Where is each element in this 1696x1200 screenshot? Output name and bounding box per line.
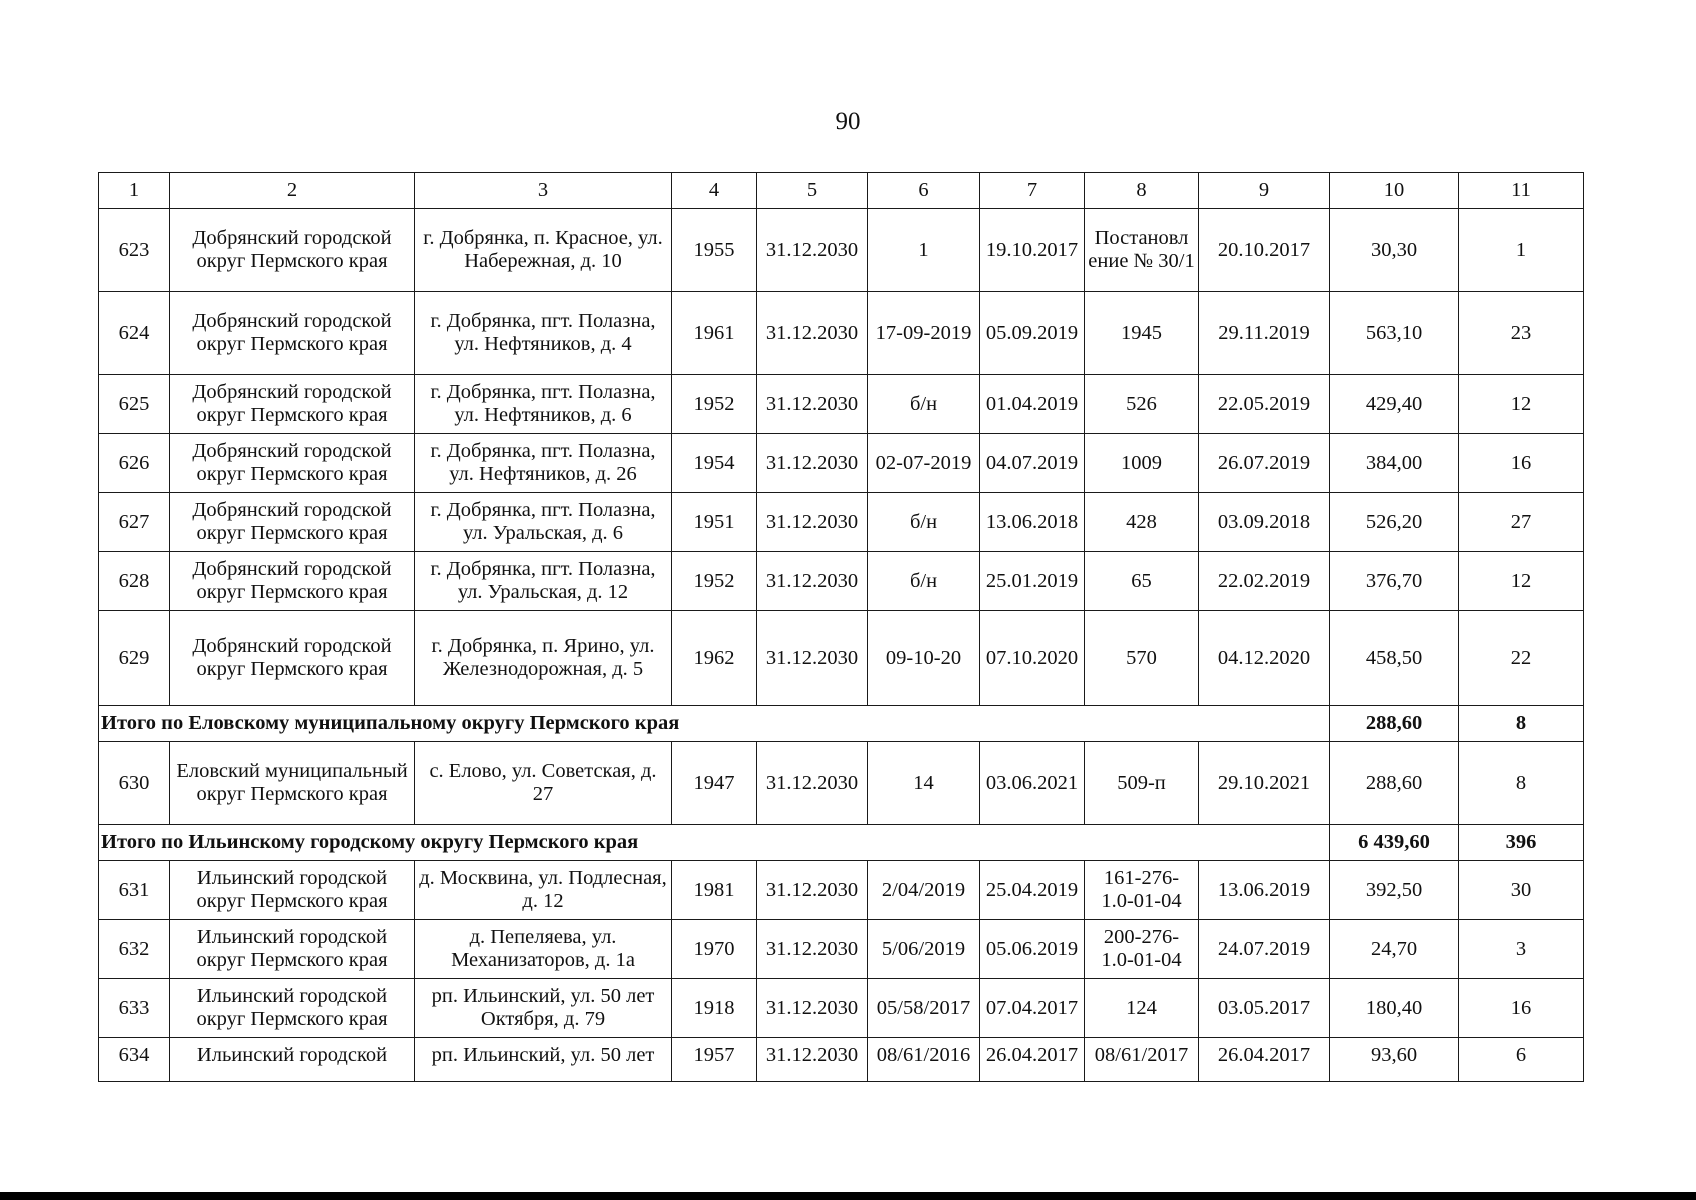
row-number-cell: 632	[99, 920, 170, 979]
act-date-cell: 26.07.2019	[1199, 434, 1330, 493]
act-number-cell: 428	[1085, 493, 1199, 552]
column-number: 9	[1199, 173, 1330, 209]
year-built-cell: 1970	[672, 920, 757, 979]
document-number-cell: 2/04/2019	[868, 861, 980, 920]
column-number: 6	[868, 173, 980, 209]
area-cell: 526,20	[1330, 493, 1459, 552]
address-cell: г. Добрянка, пгт. Полазна, ул. Нефтяников, д. 6	[415, 375, 672, 434]
row-number-cell: 629	[99, 611, 170, 706]
act-number-cell: 161-276-1.0-01-04	[1085, 861, 1199, 920]
act-number-cell: 570	[1085, 611, 1199, 706]
document-date-cell: 19.10.2017	[980, 209, 1085, 292]
document-number-cell: 1	[868, 209, 980, 292]
subtotal-count: 8	[1459, 706, 1584, 742]
address-cell: рп. Ильинский, ул. 50 лет	[415, 1038, 672, 1082]
planned-date-cell: 31.12.2030	[757, 1038, 868, 1082]
planned-date-cell: 31.12.2030	[757, 920, 868, 979]
planned-date-cell: 31.12.2030	[757, 979, 868, 1038]
address-cell: г. Добрянка, пгт. Полазна, ул. Нефтяников, д. 26	[415, 434, 672, 493]
table-row	[99, 292, 1584, 375]
act-number-cell: 526	[1085, 375, 1199, 434]
area-cell: 563,10	[1330, 292, 1459, 375]
act-date-cell: 22.05.2019	[1199, 375, 1330, 434]
document-date-cell: 05.06.2019	[980, 920, 1085, 979]
planned-date-cell: 31.12.2030	[757, 434, 868, 493]
planned-date-cell: 31.12.2030	[757, 375, 868, 434]
table-row	[99, 742, 1584, 825]
municipality-cell: Ильинский городской округ Пермского края	[170, 979, 415, 1038]
row-number-cell: 624	[99, 292, 170, 375]
document-date-cell: 05.09.2019	[980, 292, 1085, 375]
document-date-cell: 25.04.2019	[980, 861, 1085, 920]
area-cell: 384,00	[1330, 434, 1459, 493]
column-number: 5	[757, 173, 868, 209]
address-cell: д. Пепеляева, ул. Механизаторов, д. 1а	[415, 920, 672, 979]
scan-edge	[0, 1192, 1696, 1200]
table-row	[99, 209, 1584, 292]
document-number-cell: 05/58/2017	[868, 979, 980, 1038]
document-number-cell: б/н	[868, 375, 980, 434]
document-number-cell: 02-07-2019	[868, 434, 980, 493]
document-date-cell: 04.07.2019	[980, 434, 1085, 493]
planned-date-cell: 31.12.2030	[757, 611, 868, 706]
residents-cell: 12	[1459, 552, 1584, 611]
column-number: 1	[99, 173, 170, 209]
act-date-cell: 22.02.2019	[1199, 552, 1330, 611]
planned-date-cell: 31.12.2030	[757, 742, 868, 825]
row-number-cell: 626	[99, 434, 170, 493]
municipality-cell: Ильинский городской	[170, 1038, 415, 1082]
act-date-cell: 13.06.2019	[1199, 861, 1330, 920]
table-row	[99, 611, 1584, 706]
document-date-cell: 13.06.2018	[980, 493, 1085, 552]
address-cell: рп. Ильинский, ул. 50 лет Октября, д. 79	[415, 979, 672, 1038]
act-date-cell: 20.10.2017	[1199, 209, 1330, 292]
subtotal-area: 6 439,60	[1330, 825, 1459, 861]
residents-cell: 6	[1459, 1038, 1584, 1082]
document-number-cell: б/н	[868, 552, 980, 611]
row-number-cell: 625	[99, 375, 170, 434]
column-number: 3	[415, 173, 672, 209]
document-number-cell: 09-10-20	[868, 611, 980, 706]
area-cell: 180,40	[1330, 979, 1459, 1038]
year-built-cell: 1952	[672, 375, 757, 434]
municipality-cell: Ильинский городской округ Пермского края	[170, 920, 415, 979]
page-number: 90	[835, 108, 861, 135]
row-number-cell: 633	[99, 979, 170, 1038]
document-number-cell: б/н	[868, 493, 980, 552]
document-date-cell: 25.01.2019	[980, 552, 1085, 611]
area-cell: 458,50	[1330, 611, 1459, 706]
area-cell: 93,60	[1330, 1038, 1459, 1082]
act-date-cell: 29.10.2021	[1199, 742, 1330, 825]
document-date-cell: 07.04.2017	[980, 979, 1085, 1038]
residents-cell: 27	[1459, 493, 1584, 552]
year-built-cell: 1954	[672, 434, 757, 493]
act-number-cell: 08/61/2017	[1085, 1038, 1199, 1082]
address-cell: г. Добрянка, п. Ярино, ул. Железнодорожная, д. 5	[415, 611, 672, 706]
year-built-cell: 1957	[672, 1038, 757, 1082]
table-row	[99, 861, 1584, 920]
document-date-cell: 26.04.2017	[980, 1038, 1085, 1082]
act-date-cell: 29.11.2019	[1199, 292, 1330, 375]
act-number-cell: 509-п	[1085, 742, 1199, 825]
table-row	[99, 920, 1584, 979]
address-cell: г. Добрянка, п. Красное, ул. Набережная, д. 10	[415, 209, 672, 292]
year-built-cell: 1951	[672, 493, 757, 552]
area-cell: 288,60	[1330, 742, 1459, 825]
municipality-cell: Добрянский городской округ Пермского края	[170, 375, 415, 434]
act-date-cell: 24.07.2019	[1199, 920, 1330, 979]
residents-cell: 3	[1459, 920, 1584, 979]
year-built-cell: 1961	[672, 292, 757, 375]
municipality-cell: Добрянский городской округ Пермского края	[170, 434, 415, 493]
row-number-cell: 630	[99, 742, 170, 825]
residents-cell: 8	[1459, 742, 1584, 825]
act-date-cell: 03.09.2018	[1199, 493, 1330, 552]
address-cell: г. Добрянка, пгт. Полазна, ул. Нефтяников, д. 4	[415, 292, 672, 375]
column-number: 8	[1085, 173, 1199, 209]
year-built-cell: 1962	[672, 611, 757, 706]
residents-cell: 22	[1459, 611, 1584, 706]
table-row	[99, 375, 1584, 434]
municipality-cell: Добрянский городской округ Пермского края	[170, 611, 415, 706]
act-date-cell: 04.12.2020	[1199, 611, 1330, 706]
subtotal-row	[99, 825, 1584, 861]
address-cell: г. Добрянка, пгт. Полазна, ул. Уральская, д. 6	[415, 493, 672, 552]
act-date-cell: 26.04.2017	[1199, 1038, 1330, 1082]
year-built-cell: 1918	[672, 979, 757, 1038]
table-row	[99, 493, 1584, 552]
address-cell: г. Добрянка, пгт. Полазна, ул. Уральская, д. 12	[415, 552, 672, 611]
document-date-cell: 07.10.2020	[980, 611, 1085, 706]
area-cell: 392,50	[1330, 861, 1459, 920]
planned-date-cell: 31.12.2030	[757, 209, 868, 292]
document-date-cell: 01.04.2019	[980, 375, 1085, 434]
municipality-cell: Добрянский городской округ Пермского края	[170, 493, 415, 552]
year-built-cell: 1947	[672, 742, 757, 825]
municipality-cell: Добрянский городской округ Пермского края	[170, 209, 415, 292]
area-cell: 376,70	[1330, 552, 1459, 611]
address-cell: д. Москвина, ул. Подлесная, д. 12	[415, 861, 672, 920]
row-number-cell: 627	[99, 493, 170, 552]
table-row	[99, 979, 1584, 1038]
column-number: 2	[170, 173, 415, 209]
residents-cell: 30	[1459, 861, 1584, 920]
housing-register-table	[98, 172, 1584, 1082]
residents-cell: 16	[1459, 434, 1584, 493]
document-date-cell: 03.06.2021	[980, 742, 1085, 825]
address-cell: с. Елово, ул. Советская, д. 27	[415, 742, 672, 825]
table-row	[99, 434, 1584, 493]
row-number-cell: 631	[99, 861, 170, 920]
area-cell: 30,30	[1330, 209, 1459, 292]
planned-date-cell: 31.12.2030	[757, 861, 868, 920]
row-number-cell: 623	[99, 209, 170, 292]
table-row	[99, 1038, 1584, 1082]
residents-cell: 16	[1459, 979, 1584, 1038]
document-number-cell: 5/06/2019	[868, 920, 980, 979]
act-number-cell: Постановл ение № 30/1	[1085, 209, 1199, 292]
area-cell: 429,40	[1330, 375, 1459, 434]
column-number-row	[99, 173, 1584, 209]
document-number-cell: 17-09-2019	[868, 292, 980, 375]
residents-cell: 23	[1459, 292, 1584, 375]
column-number: 11	[1459, 173, 1584, 209]
table-row	[99, 552, 1584, 611]
subtotal-count: 396	[1459, 825, 1584, 861]
municipality-cell: Добрянский городской округ Пермского края	[170, 552, 415, 611]
year-built-cell: 1955	[672, 209, 757, 292]
planned-date-cell: 31.12.2030	[757, 292, 868, 375]
subtotal-area: 288,60	[1330, 706, 1459, 742]
municipality-cell: Еловский муниципальный округ Пермского края	[170, 742, 415, 825]
municipality-cell: Ильинский городской округ Пермского края	[170, 861, 415, 920]
subtotal-row	[99, 706, 1584, 742]
act-number-cell: 1009	[1085, 434, 1199, 493]
planned-date-cell: 31.12.2030	[757, 552, 868, 611]
document-number-cell: 14	[868, 742, 980, 825]
subtotal-label: Итого по Ильинскому городскому округу Пермского края	[99, 825, 1330, 861]
area-cell: 24,70	[1330, 920, 1459, 979]
column-number: 10	[1330, 173, 1459, 209]
table-body	[99, 173, 1584, 1082]
residents-cell: 1	[1459, 209, 1584, 292]
planned-date-cell: 31.12.2030	[757, 493, 868, 552]
act-number-cell: 200-276-1.0-01-04	[1085, 920, 1199, 979]
year-built-cell: 1952	[672, 552, 757, 611]
column-number: 7	[980, 173, 1085, 209]
row-number-cell: 634	[99, 1038, 170, 1082]
subtotal-label: Итого по Еловскому муниципальному округу Пермского края	[99, 706, 1330, 742]
document-number-cell: 08/61/2016	[868, 1038, 980, 1082]
act-date-cell: 03.05.2017	[1199, 979, 1330, 1038]
year-built-cell: 1981	[672, 861, 757, 920]
row-number-cell: 628	[99, 552, 170, 611]
municipality-cell: Добрянский городской округ Пермского края	[170, 292, 415, 375]
residents-cell: 12	[1459, 375, 1584, 434]
act-number-cell: 65	[1085, 552, 1199, 611]
act-number-cell: 124	[1085, 979, 1199, 1038]
column-number: 4	[672, 173, 757, 209]
act-number-cell: 1945	[1085, 292, 1199, 375]
